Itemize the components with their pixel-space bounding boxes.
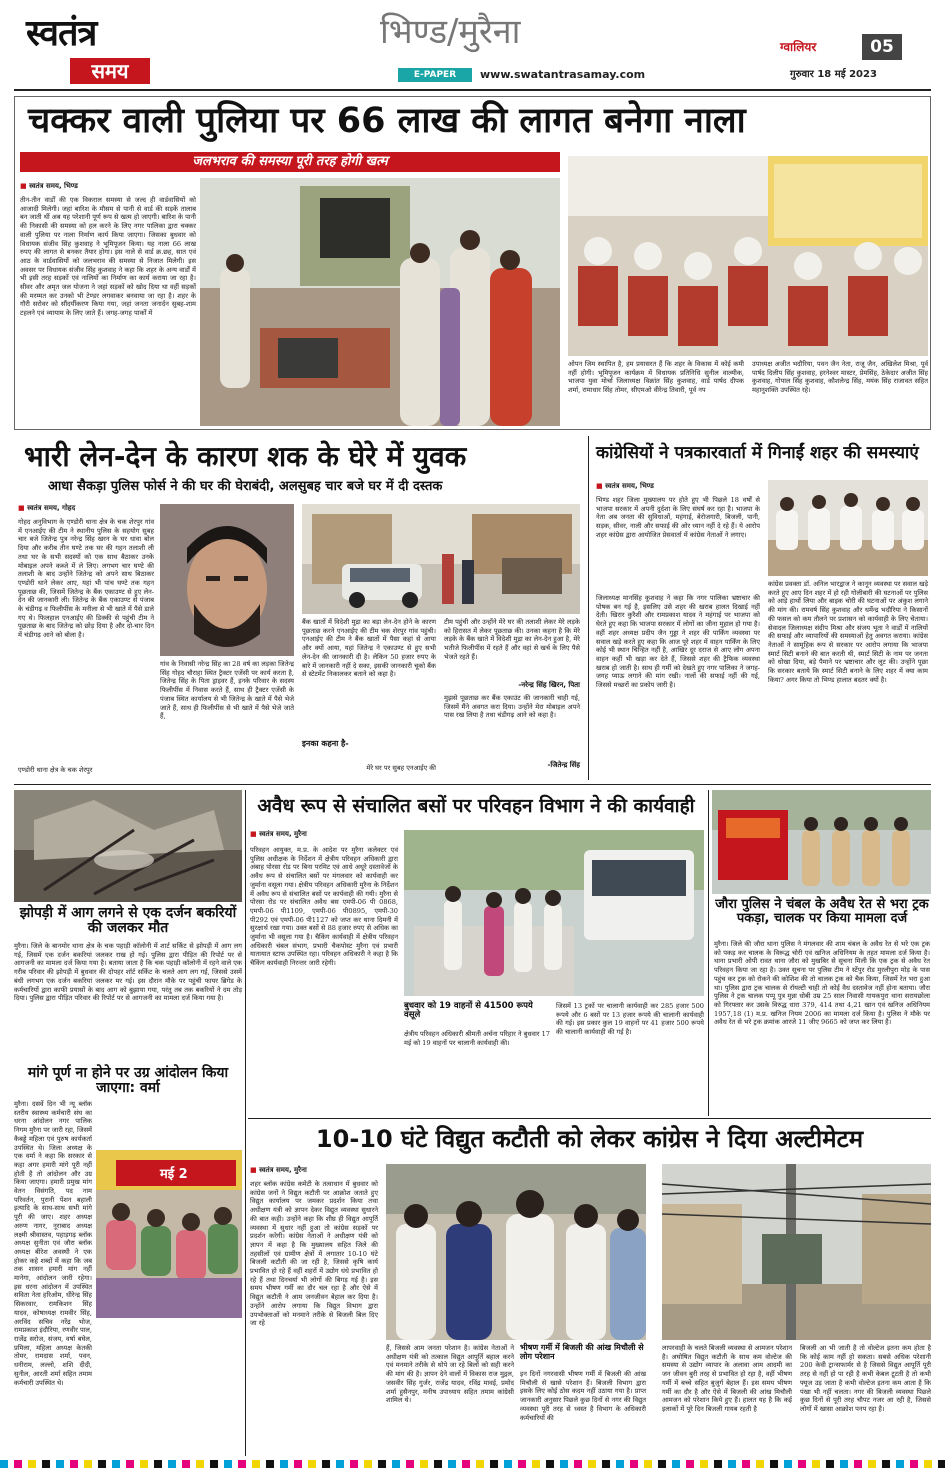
story-congress-press-col1: भिण्ड शहर जिला मुख्यालय पर होते हुए भी पिछले 18 वर्षों से भाजपा सरकार में अपनी दुर्दशा के लिए संघर्ष कर रहा है। भाजपा के नेता अब जनता की सुविधाओं, महंगाई, बेरोजगारी, बिजली, पानी, सड़क, सीवर, नाली और सफाई की ओर ध्यान नहीं दे रहे हैं। ये आरोप शहर कांग्रेस द्वारा आयोजित प्रेसवार्ता में कांग्रेस नेताओं ने लगाए। bbox=[596, 496, 760, 539]
site-url[interactable]: www.swatantrasamay.com bbox=[480, 68, 646, 81]
photo-press-conference bbox=[768, 480, 928, 576]
story-congress-press bbox=[592, 436, 931, 780]
story-protest-photo-banner: मई 2 bbox=[160, 1167, 188, 1182]
story-buses-headline: अवैध रूप से संचालित बसों पर परिवहन विभाग ने की कार्यवाही bbox=[257, 795, 695, 817]
story-nia-col3-sub: इनका कहना है- bbox=[302, 739, 349, 748]
photo-house-scene bbox=[302, 504, 580, 614]
brand-top: स्वतंत्र bbox=[26, 13, 97, 54]
edition-title: भिण्ड/मुरैना bbox=[380, 12, 521, 52]
story-buses-col1: परिवहन आयुक्त, म.प्र. के आदेश पर मुरैना कलेक्टर एवं पुलिस अधीक्षक के निर्देशन में क्षेत्रीय परिवहन अधिकारी द्वारा अंबाह पोरसा रोड पर बिना परमिट एवं आधे अधूरे दस्तावेजों के अवैध रूप से संचालित बसों पर मंगलवार को कार्यवाही कर जुर्माना वसूला गया। क्षेत्रीय परिवहन अधिकारी मुरैना के निर्देशन में अवैध रूप से संचालित बसों पर कार्यवाही की गयी। मुरैना से पोरसा रोड पर संचालित अवैध बस एमपी-06 पी 0868, एमपी-06 पी1109, एमपी-06 पी0895, एमपी-30 पी292 एवं एमपी-06 पी1127 को जप्त कर थाना दिमनी में सुरक्षार्थ रखा गया। उक्त बसों से 88 हजार रुपए से अधिक का जुर्माना भी वसूला गया है। चैकिंग कार्यवाही में क्षेत्रीय परिवहन अधिकारी चंबल संभाग, प्रभारी चैकपोस्ट मुरैना एवं प्रभारी यातायात स्टाफ उपस्थित रहा। परिवहन अधिकारी ने कहा है कि चैकिंग कार्यवाही निरन्तर जारी रहेगी। bbox=[250, 846, 398, 968]
story-fire-headline: झोपड़ी में आग लगने से एक दर्जन बकरियों की जलकर मौत bbox=[19, 905, 237, 937]
story-nia-col3: बैंक खातों में विदेशी मुद्रा का बड़ा लेन-देन होने के कारण पूछताछ करने एनआईए की टीम चक शेरपुर गांव पहुंची। एनआईए की टीम ने बैंक खातों में पैसा कहां से आया और क्यों आया, यहां जितेन्द्र ने एकाउण्ट से हुए सभी लेन-देन की जानकारी दी है। लेकिन 50 हजार रुपए के बारे में जानकारी नहीं दे सका, इसकी जानकारी चूको बैंक से स्टेटमेंट निकालकर बताने को कहा है। bbox=[302, 618, 436, 679]
story-power-cut-photo-caption: भीषण गर्मी में बिजली की आंख मिचौली से लोग परेशान bbox=[520, 1343, 644, 1361]
story-nia-col4-quote2: -जितेन्द्र सिंह bbox=[547, 761, 580, 769]
story-protest-headline: मांगे पूर्ण ना होने पर उग्र आंदोलन किया जाएगा: वर्मा bbox=[27, 1065, 229, 1097]
story-fire-body: मुरैना। जिले के बानमोर थाना क्षेत्र के चक पहाड़ी कॉलोनी में शार्ट सर्किट से झोपड़ी में आग लग गई, जिसमें एक दर्जन बकरियां जलकर राख हो गई। पुलिस द्वारा पीड़ित की रिपोर्ट पर से आगजनी का मामला दर्ज किया गया है। बताया जाता है कि चक पहाड़ी कॉलोनी में रहने वाले एक गरीब परिवार की झोपड़ी में बुधवार की दोपहर शॉर्ट सर्किट के चलते आग लग गई, जिससे उसमें बंधी लगभग एक दर्जन बकरियां जलकर मर गई। इस दौरान मौके पर पहुंची फायर ब्रिगेड के कर्मचारियों द्वारा काफी प्रयासों के बाद आग को बुझाया गया, परंतु तब तक बकरियों ने दम तोड़ दिया। पुलिस द्वारा पीड़ित परिवार की रिपोर्ट पर से आगजनी का मामला दर्ज किया गया है। bbox=[14, 942, 242, 1003]
story-fire bbox=[14, 790, 242, 1054]
story-power-cut-col3: इन दिनों नगरवासी भीषण गर्मी में बिजली की आंख मिचौली से खासे परेशान हैं। बिजली विभाग द्वारा इसके लिए कोई ठोस कदम नहीं उठाया गया है। प्राप्त जानकारी अनुसार पिछले कुछ दिनों से नगर की विद्युत व्यवस्था पूरी तरह से ध्वस्त है विभाग के अधिकारी कर्मचारियों की bbox=[520, 1370, 646, 1422]
story-protest-body-wrap: मुरैना। दसवें दिन भी न्यू ब्लॉक स्तरीय स्वास्थ्य कर्मचारी संघ का धरना आंदोलन नगर पालिक निगम मुरैना पर जारी रहा, जिसमें कैबड्डे महिला एवं पुरुष कार्यकर्ता उपस्थित थे। जिला अध्यक्ष के एक वर्मा ने कहा कि सरकार से कहा अगर हमारी मांगे पूरी नहीं होती है तो आंदोलन और उग्र किया जाएगा। हमारी प्रमुख मांग वेतन विसंगति, पद नाम परिवर्तन, पुरानी पेंशन बहाली इत्यादि के साथ-साथ सभी मांगे पूरी की जाए। शहर अध्यक्ष अरुण नागर, नूराबाद अध्यक्ष लक्ष्मी श्रीवास्तव, पहाड़गढ़ ब्लॉक अध्यक्ष सुनीता एवं जौरा ब्लॉक अध्यक्ष बीरेश अवस्थी ने एक होकर कहे शब्दों में कहा कि जब तक शासन हमारी मांग नहीं मानेगा, आंदोलन जारी रहेगा। इस धरना आंदोलन में उपस्थित सविता नेता हरिओम, धीरेन्द्र सिंह सिकरवार, रामकिशन सिंह यादव, कोषाध्यक्ष रामवीर सिंह, अरविंद सचिव नरेंद्र भोज, रामप्रकाश इंदौरिया, रणवीर पाल, राजेंद्र सरोज, संजय, वर्षा बघेल, प्रमिला, महिला अध्यक्ष केतकी तोमर, रामदास शर्मा, पवन, धनीराम, लल्लो, शशि दीदी, सुनील, आरती शर्मा सहित तमाम कर्मचारी उपस्थित थे। bbox=[14, 1100, 92, 1387]
city-label: ग्वालियर bbox=[780, 40, 817, 54]
story-nia-headline: भारी लेन-देन के कारण शक के घेरे में युवक bbox=[24, 440, 467, 473]
story-congress-press-headline: कांग्रेसियों ने पत्रकारवार्ता में गिनाईं शहर की समस्याएं bbox=[596, 443, 919, 463]
story-drain-strap: जलभराव की समस्या पूरी तरह होगी खत्म bbox=[192, 154, 388, 169]
story-nia-photo-portrait bbox=[160, 504, 294, 656]
story-nia-byline: ■ स्वतंत्र समय, गोहद bbox=[18, 504, 75, 513]
story-power-cut-photo-protest bbox=[386, 1164, 646, 1340]
story-congress-press-col2: कांग्रेस प्रवक्ता डॉ. अनिल भारद्वाज ने कानून व्यवस्था पर सवाल खड़े करते हुए आए दिन शहर में हो रही गोलीबारी की घटनाओं पर पुलिस को आड़े हाथों लिया और बाइक चोरी की घटनाओं पर अंकुश लगाने की मांग की। रामवर्ष सिंह कुशवाह और धर्मेन्द्र भदौरिया ने किसानों की फसल को कम तौलने पर प्रशासन को कार्यवाही के लिए चेताया। सेवादल जिलाध्यक्ष संदीप मिश्रा और संजय भूता ने वार्डों में नालियों की सफाई और व्यापारियों की समस्याओं हेतु अवगत कराया। कांग्रेस नेताओं ने सामूहिक रूप से सरकार पर आरोप लगाया कि भाजपा स्मार्ट सिटी बनाने की बात करती थी, स्मार्ट सिटी के नाम पर जनता को धोखा दिया, बड़े पैमाने पर भ्रष्टाचार और लूट की। उन्होंने पूछा कि सरकार बताये कि स्मार्ट सिटी बनाने के लिए शहर में क्या काम किया? अगर किया तो भिण्ड हालात बदतर क्यों है। bbox=[768, 580, 928, 684]
story-nia bbox=[14, 436, 584, 780]
story-buses-photo bbox=[404, 830, 704, 996]
photo-burnt-hut bbox=[14, 790, 242, 902]
story-power-cut-col5: बिजली आ भी जाती है तो वोल्टेज इतना कम होता है कि कोई काम नहीं हो सकता। सबसे अधिक परेशानी 200 केवी ट्रान्सफार्मर से है जिससे विद्युत आपूर्ति पूरी तरह से नहीं हो पा रही है कभी केबल टूटती है तो कभी फ्यूज उड़ जाता है कभी वोल्टेज इतना कम आता है कि पंखा भी नहीं चलता। नगर की बिजली व्यवस्था पिछले कुछ दिनों से पूरी तरह चौपट नजर आ रही है, जिससे लोगों में खासा आक्रोश पनप रहा है। bbox=[800, 1344, 931, 1413]
story-protest-body-foot bbox=[14, 1322, 242, 1452]
epaper-badge bbox=[398, 68, 472, 82]
divider-low bbox=[248, 1118, 931, 1119]
story-congress-press-byline: ■ स्वतंत्र समय, भिण्ड bbox=[596, 482, 654, 491]
story-buses bbox=[248, 790, 704, 1116]
story-buses-col3: जिसमें 13 ट्रकों पर चालानी कार्यवाही कर 285 हजार 500 रूपये और 6 बसों पर 13 हजार रूपये की चालानी कार्यवाही की गई। इस प्रकार कुल 19 वाहनों पर 41 हजार 500 रूपये की चालानी कार्यवाही की गई है। bbox=[556, 1002, 704, 1037]
story-drain-body-cont-2: उपाध्यक्ष अजीत भदौरिया, पवन जैन नेता, राजू जैन, अखिलेश मिश्रा, पूर्व पार्षद दिलीप सिंह कुशवाह, हरनेश्वर मास्टर, प्रेमसिंह, ठेकेदार अजीत सिंह कुशवाह, गोपाल सिंह कुशवाह, कौशलेन्द्र सिंह, मयंक सिंह राजावत सहित महानुशक्ति उपस्थित रहे। bbox=[752, 360, 928, 395]
page-number-box bbox=[862, 34, 902, 60]
photo-transformer-pole bbox=[662, 1164, 931, 1340]
story-power-cut-headline: 10-10 घंटे विद्युत कटौती को लेकर कांग्रेस ने दिया अल्टीमेटम bbox=[315, 1125, 864, 1153]
story-buses-photo-caption: बुधवार को 19 वाहनों से 41500 रूपये वसूले bbox=[404, 1001, 533, 1021]
story-nia-col3-tail: मेरे घर पर सुबह एनआईए की bbox=[366, 764, 436, 772]
story-nia-col1: गोहद अनुविभाग के एण्डोरी थाना क्षेत्र के चक शेरपुर गांव में एनआईए की टीम ने स्थानीय पुलिस के सहयोग सुबह चार बजे जितेन्द्र पुत्र नरेन्द्र सिंह खरन के घर धावा बोल दिया और करीब तीन घण्टे तक घर की गहन तलाशी ली तथा घर के सभी सदस्यों को एक साथ बैठाकर उनके मोबाइल अपने कब्जे में ले लिए। लगभग चार घण्टे की तलाशी के बाद उन्होंने जितेन्द्र को अपने साथ बिठाकर एण्डोरी थाने लेकर आए, यहां भी पांच घण्टे तक गहन पूछताछ की, जिसमें जितेन्द्र के बैंक एकाउण्ट से हुए लेन-देन की जानकारी ली। जितेन्द्र के बैंक एकाउण्ट से पंजाब के चंडीगढ़ व फिलीपींस के मनीला से भी खाते में पैसे डाले गए थे। फिलहाल एनआईए की डिक्की से पहुंची टीम ने पूछताछ के बाद जितेन्द्र को छोड़ दिया है और दो-चार दिन में चंडीगढ़ आने को बोला है। bbox=[18, 518, 154, 640]
masthead bbox=[0, 0, 945, 92]
masthead-rule bbox=[14, 89, 931, 91]
photo-congress-protest bbox=[386, 1164, 646, 1340]
story-drain-frame bbox=[14, 96, 931, 430]
story-power-cut-byline: ■ स्वतंत्र समय, मुरैना bbox=[250, 1166, 307, 1175]
divider-col-left bbox=[245, 790, 246, 1456]
story-sand-truck-headline: जौरा पुलिस ने चंबल के अवैध रेत से भरा ट्रक पकड़ा, चालक पर किया मामला दर्ज bbox=[715, 897, 929, 927]
brand-bottom-box bbox=[70, 58, 150, 84]
photo-transport-checking bbox=[404, 830, 704, 996]
story-buses-byline: ■ स्वतंत्र समय, मुरैना bbox=[250, 830, 307, 839]
registration-strip bbox=[0, 1460, 945, 1468]
story-protest bbox=[14, 1066, 242, 1456]
story-sand-truck-photo bbox=[712, 790, 931, 894]
brand-bottom: समय bbox=[91, 59, 129, 83]
photo-portrait-face bbox=[160, 504, 294, 656]
story-drain-byline: ■ स्वतंत्र समय, भिण्ड bbox=[20, 182, 78, 191]
divider-col-right bbox=[708, 790, 709, 1116]
story-protest-photo bbox=[96, 1150, 242, 1318]
story-drain-body: तीन-तीन वार्डों की एक विकराल समस्या से जल्द ही वार्डवासियों को आजादी मिलेगी। जहां बारिश के मौसम से पानी से वार्ड की सड़कें तालाब बन जाती थीं अब यह परेशानी पूर्ण रूप से खत्म हो जाएगी। बारिश के पानी की निकासी की समस्या को हल करने के लिए नगर पालिका द्वारा चक्कर वाली पुलिया पर नाला निर्माण कार्य किया जाएगा। जिसका बुधवार को विधायक संजीव सिंह कुशवाह ने भूमिपूजन किया। यह नाला 66 लाख रुपए की लागत से बनकर तैयार होगा। इस नाले से वार्ड क्र.छह, सात एवं आठ के वार्डवासियों को जलभराव की समस्या से निजात मिलेगी। इस अवसर पर विधायक संजीव सिंह कुशवाह ने कहा कि शहर के अन्य वार्डों में भी इसी तरह सड़कों एवं नालियों का निर्माण का कार्य कराया जा रहा है। सीवर और अमृत जल योजना ने जहां सड़कों को खोद दिया था वहीं सड़कों की मरम्मत कर उनको भी टेण्डर लगवाकर बनवाया जा रहा है। शहर के गौरी सरोवर को सौंदर्यीकरण किया गया, जहां जनता जनार्दन सुबह-शाम टहलने एवं व्यायाम के लिए जाते हैं। जगह-जगह पार्कों में bbox=[20, 196, 196, 318]
story-nia-col1-tail: एण्डोरी थाना क्षेत्र के चक शेरपुर bbox=[18, 766, 93, 774]
story-nia-strap: आधा सैकड़ा पुलिस फोर्स ने की घर की घेराबंदी, अलसुबह चार बजे घर में दी दस्तक bbox=[48, 479, 443, 494]
story-nia-col4-b: मुझसे पूछताछ कर बैंक एकाउंट की जानकारी चाही गई, जिसमें मैंने अवगत करा दिया। उन्होंने मेरा मोबाइल अपने पास रख लिया है तथा चंडीगढ़ आने को कहा है। bbox=[444, 694, 580, 720]
story-sand-truck-body: मुरैना। जिले की जौरा थाना पुलिस ने मंगलवार की शाम चंबल के अवैध रेत से भरे एक ट्रक को पकड़ कर चालक के विरूद्ध चोरी एवं खनिज अधिनियम के तहत मामला दर्ज किया है। थाना प्रभारी ओपी रावत थाना जौरा को मुखबिर से सूचना मिली कि एक ट्रक से अवैध रेत परिवहन किया जा रहा है। उक्त सूचना पर पुलिस टीम ने स्टेंपुर रोड मुरलीपुरा मोड़ के पास पहुंच कर ट्रक को रोकने की कोशिश की तो चालक ट्रक को चैक किया, जिसमें रेत भरा हुआ था। पुलिस द्वारा ट्रक चालक से रॉयल्टी चाही तो कोई वैध दस्तावेज नहीं होना बताया। जौरा पुलिस ने ट्रक चालक पप्पू पुत्र मुन्ना धोबी उम्र 25 साल निवासी गायकपुरा थाना सरायछोला को गिरफ्तार कर उसके विरुद्ध धारा 379, 414 तथा 4,21 खान एवं खनिज अधिनियम 1957,18 (1) म.प्र. खनिज नियम 2006 का मामला दर्ज किया है। पुलिस ने मौके पर अवैध रेत से भरे ट्रक क्रमांक आरजे 11 जीए 9665 को जप्त कर लिया है। bbox=[714, 940, 930, 1027]
story-power-cut-photo-pole bbox=[662, 1164, 931, 1340]
story-power-cut-col1: शहर ब्लॉक कांग्रेस कमेटी के तत्वाधान में बुधवार को कांग्रेस जनों ने विद्युत कटौती पर आक्रोश जताते हुए विद्युत कार्यालय पर जमकर प्रदर्शन किया तथा अधीक्षण यंत्री को ज्ञापन देकर विद्युत व्यवस्था सुधारने की बात कही। उन्होंने कहा कि शीघ्र ही विद्युत आपूर्ति व्यवस्था में सुधार नहीं हुआ तो कांग्रेस सड़कों पर प्रदर्शन करेगी। कांग्रेस नेताओं ने अधीक्षण यंत्री को ज्ञापन में कहा है कि मुख्यालय सहित जिले की तहसीलों एवं ग्रामीण क्षेत्रों में लगातार 10-10 घंटे बिजली कटौती की जा रही है, जिससे कृषि कार्य प्रभावित हो रहे हैं वहीं शहरों में उद्योग धंधे प्रभावित हो रहे हैं तथा दिनचर्या भी लोगों की बिगड़ गई है। इस समय भीषण गर्मी का दौर चल रहा है और ऐसे में विद्युत कटौती ने आम जनजीवन बेहाल कर दिया है। उन्होंने आरोप लगाया कि विद्युत विभाग द्वारा उपभोक्ताओं को मनमाने तरीके से बिजली बिल दिए जा रहे bbox=[250, 1180, 378, 1328]
story-drain-body-cont-1: ओपन जिम स्थापित है, हम प्रयासरत हैं कि शहर के विकास में कोई कमी नहीं होगी। भूमिपूजन कार्यक्रम में विधायक प्रतिनिधि सुनील वाल्मीक, भाजपा युवा मोर्चा जिलाध्यक्ष विक्रांत सिंह कुशवाह, वार्ड पार्षद दीपक शर्मा, रामाधार सिंह तोमर, सीएमओ वीरेन्द्र तिवारी, पूर्व नप bbox=[568, 360, 744, 395]
divider-mid bbox=[14, 784, 931, 785]
divider-s2s3 bbox=[588, 436, 589, 780]
story-nia-col4: टीम पहुंची और उन्होंने मेरे घर की तलाशी लेकर मेरे लड़के को हिरासत में लेकर पूछताछ की। उनका कहना है कि मेरे लड़के के बैंक खाते में विदेशी मुद्रा का लेन-देन हुआ है, मेरे भतीजे फिलीपींस में रहते हैं और वहां से खर्च के लिए पैसे भेजते रहते हैं। bbox=[444, 618, 580, 661]
story-sand-truck bbox=[712, 790, 931, 1116]
story-buses-col2: क्षेत्रीय परिवहन अधिकारी श्रीमती अर्चना परिहार ने बुधवार 17 मई को 19 वाहनों पर चालानी कार्यवाही की। bbox=[404, 1030, 550, 1047]
story-nia-col2: गांव के निवासी नरेन्द्र सिंह का 28 वर्ष का लड़का जितेन्द्र सिंह गोहद चौराहा स्थित ट्रैक्टर एजेंसी पर कार्य करता है, जितेन्द्र सिंह के पिता ड्राइवर हैं, इनके परिवार के सदस्य फिलीपींस में निवास करते हैं, साथ ही ट्रैक्टर एजेंसी के पंजाब स्थित कार्यालय से भी जितेन्द्र के खाते में पैसे भेजे जाते हैं, साथ ही फिलीपींस से भी खाते में पैसे भेजे जाते हैं, bbox=[160, 660, 294, 721]
story-nia-col4-quote1: -नरेन्द्र सिंह खिरन, पिता bbox=[518, 681, 580, 689]
story-nia-photo-house bbox=[302, 504, 580, 614]
brand-logo bbox=[26, 14, 156, 86]
story-power-cut-col2: हैं, जिससे आम जनता परेशान है। कांग्रेस नेताओं ने अधीक्षण यंत्री को तत्काल विद्युत आपूर्ति बहाल करने एवं मनमाने तरीके से थोपे जा रहे बिलों को सही करने की मांग की है। ज्ञापन देने वालों में विकास राज मुद्गल, जसवीर सिंह गुर्जर, राजेंद्र यादव, रविंद्र मावई, प्रमोद शर्मा हुसैनपुर, मनीष उपाध्याय सहित तमाम कांग्रेसी शामिल थे। bbox=[386, 1344, 514, 1405]
story-drain-headline: चक्कर वाली पुलिया पर 66 लाख की लागत बनेगा नाला bbox=[28, 101, 746, 141]
photo-seized-truck bbox=[712, 790, 931, 894]
epaper-label: E-PAPER bbox=[413, 70, 457, 80]
story-congress-press-col1-b: जिलाध्यक्ष मानसिंह कुशवाह ने कहा कि नगर पालिका भ्रष्टाचार की पोषक बन गई है, इसलिए उसे शहर की खराब हालत दिखाई नहीं देती। खिरार कुरैशी और रामप्रकाश यादव ने महंगाई पर भाजपा को घेरते हुए कहा कि भाजपा सरकार में लोगों का जीना मुहाल हो गया है। वहीं शहर अध्यक्ष प्रदीप जैन गुड्डा ने शहर की पार्किंग व्यवस्था पर सवाल खड़े करते हुए कहा कि आज पूरे शहर में वाहन पार्किंग के लिए कोई भी स्थान चिन्हित नहीं है, आखिर दूर दराज से आए लोग अपना वाहन कहीं भी खड़ा कर देते हैं, जिससे शहर की ट्रैफिक व्यवस्था खराब हो जाती है। साथ ही गर्मी को देखते हुए नगर पालिका ने जगह-जगह प्याऊ लगाने की मांग रखी। नालों की सफाई नहीं की गई, जिससे मच्छरों का प्रकोप जारी है। bbox=[596, 594, 760, 690]
story-power-cut-col4: लापरवाही के चलते बिजली व्यवस्था से आमजन परेशान है। अघोषित विद्युत कटौती के साथ कम वोल्टेज की समस्या से उद्योग व्यापार के अलावा आम आदमी का जन जीवन बुरी तरह से प्रभावित हो रहा है, वहीं भीषण गर्मी में बच्चे सहित बुजुर्ग बेहाल हैं। इस समय भीषण गर्मी का दौर है और ऐसे में बिजली की आंख मिचौली आमजन को परेशान किये हुए हैं। हालत यह है कि कई इलाकों में पूरे दिन बिजली गायब रहती है bbox=[662, 1344, 792, 1413]
page-number: 05 bbox=[870, 37, 894, 57]
story-power-cut bbox=[248, 1122, 931, 1456]
issue-date: गुरुवार 18 मई 2023 bbox=[790, 69, 877, 80]
story-fire-photo bbox=[14, 790, 242, 902]
story-congress-press-photo bbox=[768, 480, 928, 576]
